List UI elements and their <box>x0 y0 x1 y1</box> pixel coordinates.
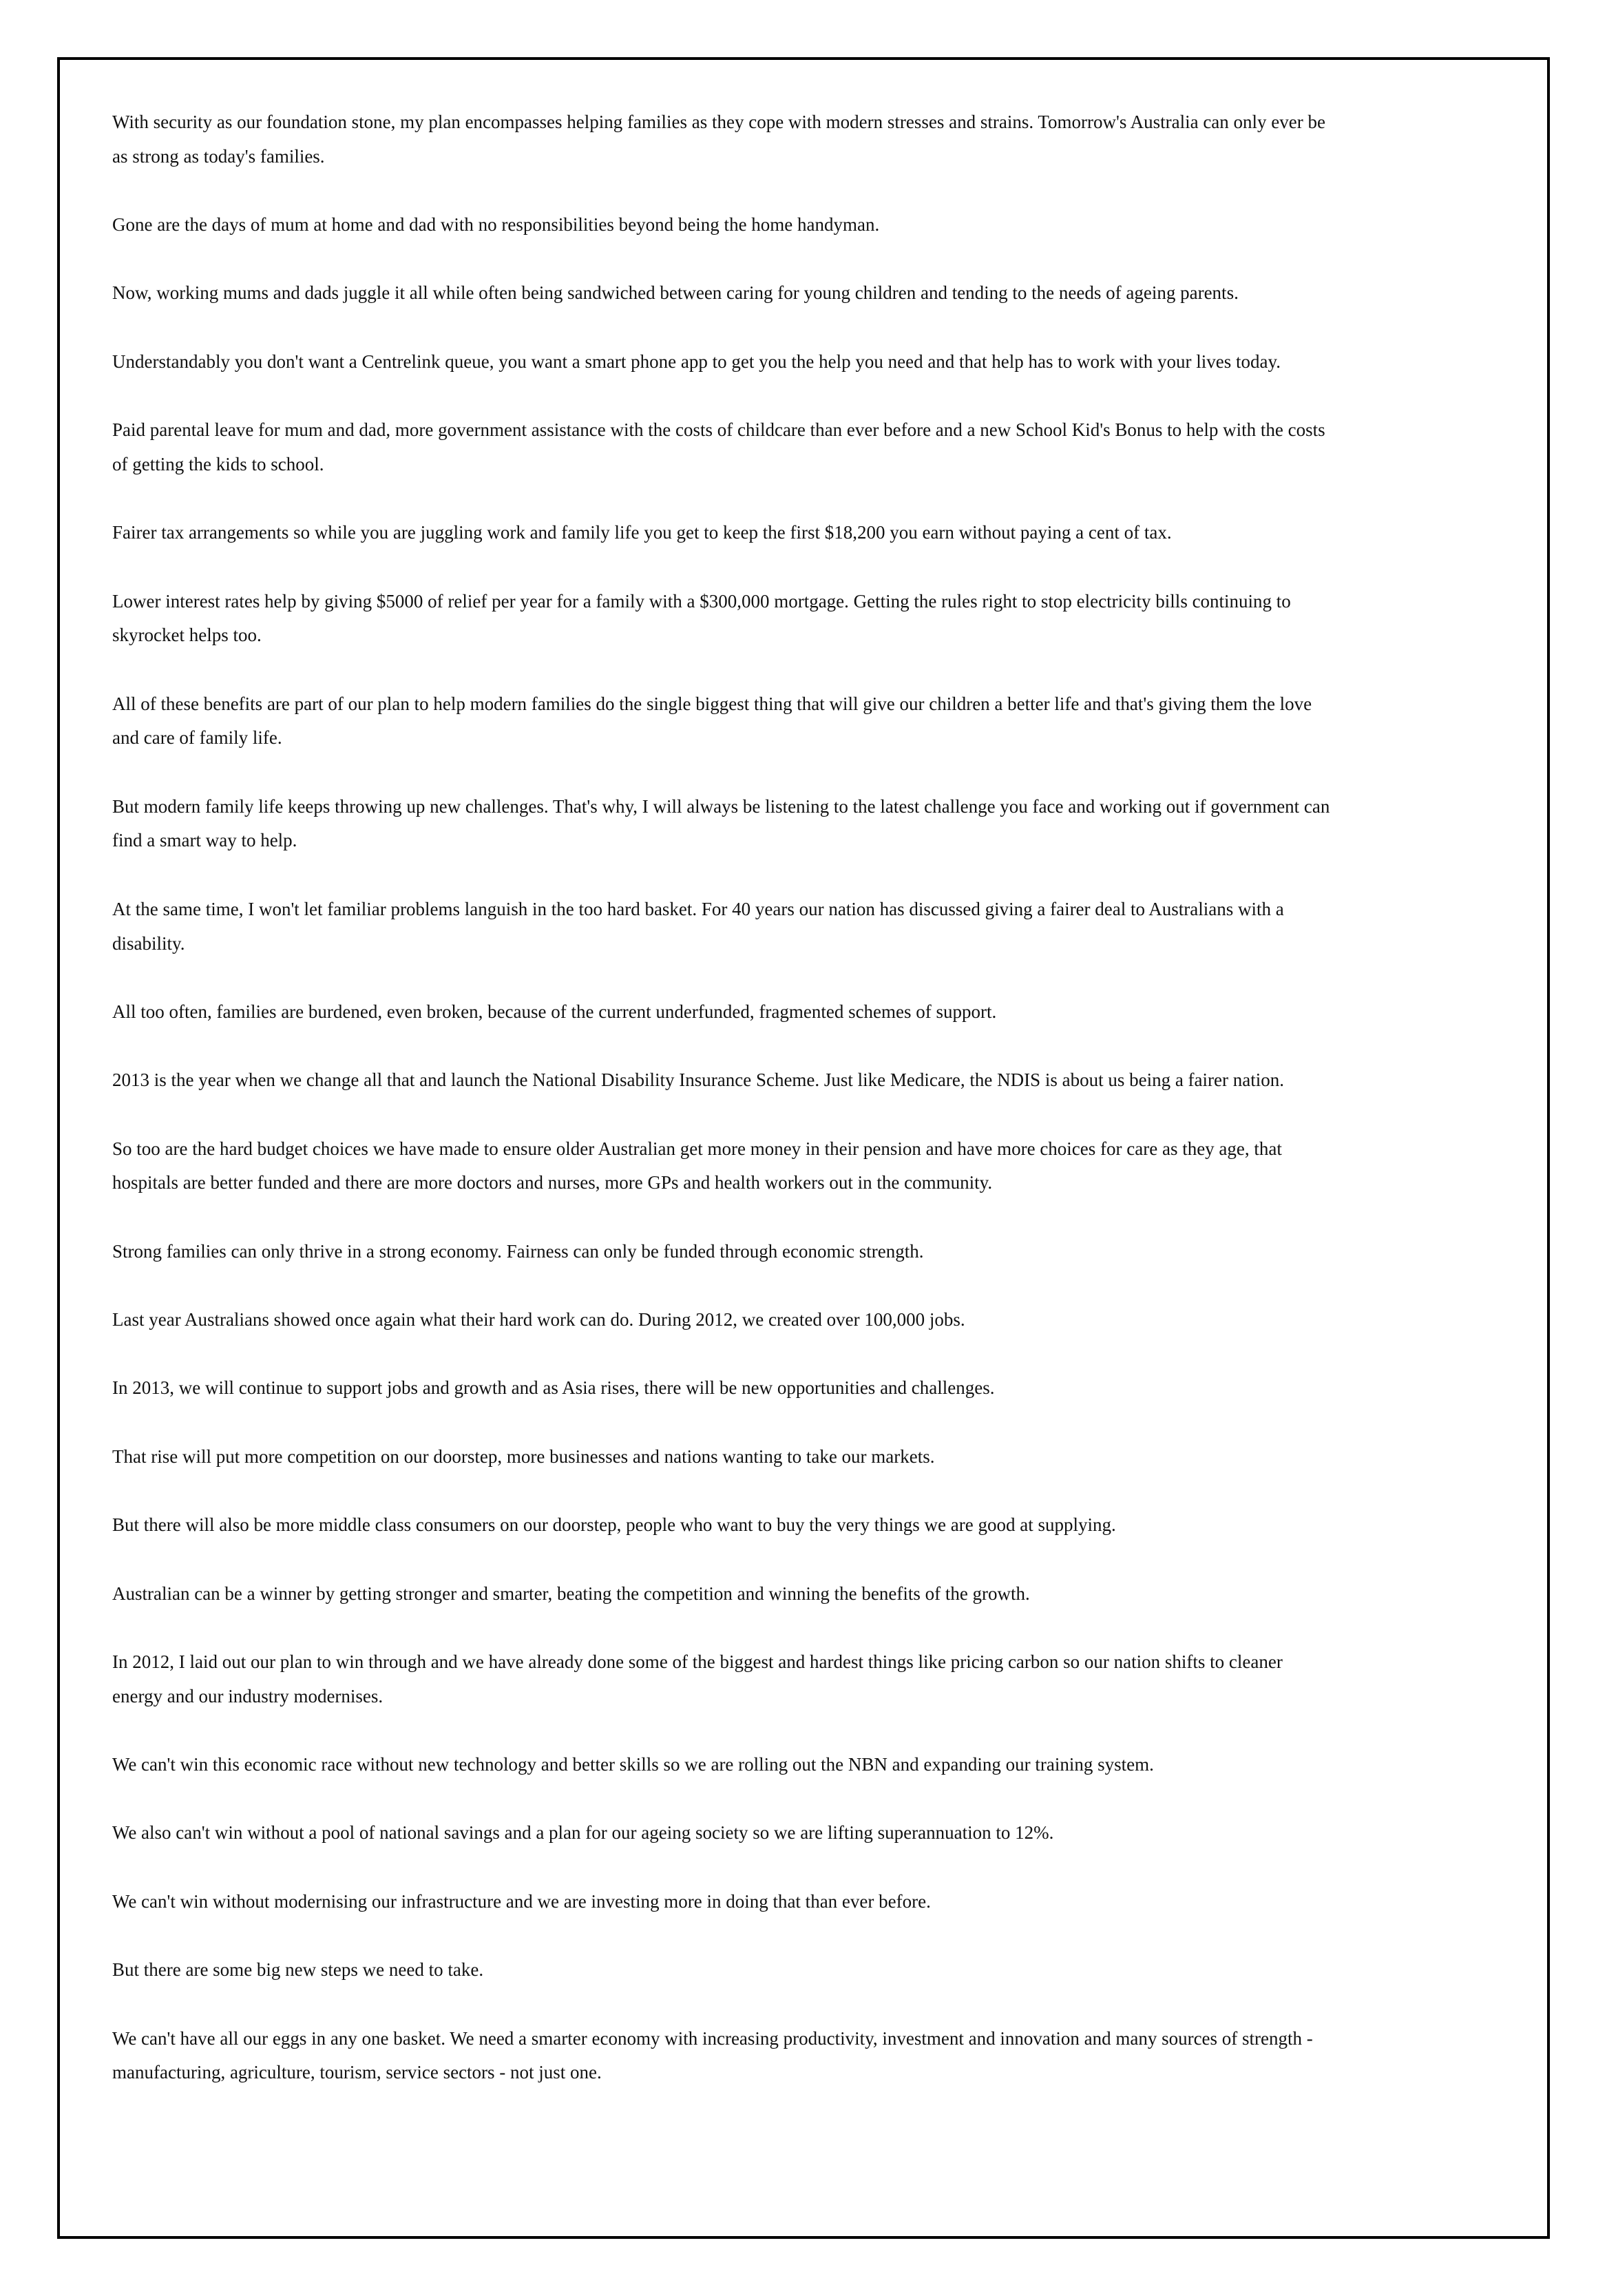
paragraph <box>112 1577 1503 1611</box>
paragraph-line: But there are some big new steps we need to take. <box>112 1959 484 1981</box>
paragraph-line: But modern family life keeps throwing up new challenges. That's why, I will always be listening to the latest challenge you face and working out if government can <box>112 795 1330 817</box>
paragraph <box>112 687 1503 755</box>
paragraph <box>112 1508 1503 1543</box>
paragraph-line: In 2013, we will continue to support jobs and growth and as Asia rises, there will be new opportunities and challenges. <box>112 1377 995 1399</box>
paragraph <box>112 276 1503 311</box>
paragraph-line: All too often, families are burdened, even broken, because of the current underfunded, fragmented schemes of support. <box>112 1001 997 1022</box>
paragraph-line: Understandably you don't want a Centrelink queue, you want a smart phone app to get you the help you need and that help has to work with your lives today. <box>112 351 1281 372</box>
paragraph-line: Lower interest rates help by giving $5000 of relief per year for a family with a $300,000 mortgage. Getting the rules right to stop electricity bills continuing to <box>112 590 1291 612</box>
paragraph <box>112 1885 1503 1919</box>
paragraph <box>112 345 1503 379</box>
paragraph <box>112 2022 1503 2090</box>
paragraph-line: Australian can be a winner by getting stronger and smarter, beating the competition and winning the benefits of the growth. <box>112 1583 1030 1604</box>
paragraph-line: Gone are the days of mum at home and dad with no responsibilities beyond being the home handyman. <box>112 214 880 236</box>
paragraph <box>112 208 1503 242</box>
paragraph-line: Now, working mums and dads juggle it all while often being sandwiched between caring for young children and tending to the needs of ageing parents. <box>112 282 1239 304</box>
paragraph <box>112 516 1503 550</box>
paragraph <box>112 1440 1503 1474</box>
paragraph-line: Last year Australians showed once again what their hard work can do. During 2012, we created over 100,000 jobs. <box>112 1309 965 1330</box>
paragraph-line: manufacturing, agriculture, tourism, service sectors - not just one. <box>112 2062 602 2083</box>
paragraph-line: We can't win this economic race without new technology and better skills so we are rolling out the NBN and expanding our training system. <box>112 1754 1154 1775</box>
paragraph-line: Fairer tax arrangements so while you are juggling work and family life you get to keep the first $18,200 you earn without paying a cent of tax. <box>112 522 1172 543</box>
paragraph-line: of getting the kids to school. <box>112 453 324 474</box>
paragraph-line: We can't have all our eggs in any one basket. We need a smarter economy with increasing productivity, investment and innovation and many sources of strength - <box>112 2027 1313 2049</box>
paragraph-line: Paid parental leave for mum and dad, more government assistance with the costs of childcare than ever before and a new School Kid's Bonus to help with the costs <box>112 419 1325 441</box>
paragraph-line: In 2012, I laid out our plan to win through and we have already done some of the biggest and hardest things like pricing carbon so our nation shifts to cleaner <box>112 1651 1283 1672</box>
paragraph <box>112 1303 1503 1337</box>
paragraph-line: All of these benefits are part of our plan to help modern families do the single biggest thing that will give our children a better life and that's giving them the love <box>112 693 1312 714</box>
paragraph <box>112 995 1503 1030</box>
paragraph <box>112 893 1503 961</box>
paragraph <box>112 790 1503 858</box>
paragraph-line: Strong families can only thrive in a strong economy. Fairness can only be funded through economic strength. <box>112 1240 924 1262</box>
paragraph <box>112 1816 1503 1850</box>
paragraph <box>112 585 1503 653</box>
paragraph <box>112 1748 1503 1782</box>
paragraph-line: and care of family life. <box>112 727 282 749</box>
paragraph <box>112 1235 1503 1269</box>
paragraph-line: At the same time, I won't let familiar problems languish in the too hard basket. For 40 years our nation has discussed giving a fairer deal to Australians with a <box>112 898 1284 919</box>
paragraph-line: energy and our industry modernises. <box>112 1685 384 1707</box>
paragraph-line: hospitals are better funded and there are more doctors and nurses, more GPs and health workers out in the community. <box>112 1172 993 1193</box>
paragraph-line: We also can't win without a pool of national savings and a plan for our ageing society so we are lifting superannuation to 12%. <box>112 1822 1054 1844</box>
paragraph <box>112 1371 1503 1406</box>
paragraph <box>112 1645 1503 1713</box>
paragraph-line: That rise will put more competition on our doorstep, more businesses and nations wanting to take our markets. <box>112 1446 935 1467</box>
paragraph-line: skyrocket helps too. <box>112 625 262 646</box>
paragraph <box>112 1132 1503 1200</box>
paragraph-line: So too are the hard budget choices we have made to ensure older Australian get more money in their pension and have more choices for care as they age, that <box>112 1138 1282 1159</box>
paragraph-line: 2013 is the year when we change all that and launch the National Disability Insurance Scheme. Just like Medicare, the NDIS is about us being a fairer nation. <box>112 1069 1284 1091</box>
paragraph <box>112 105 1503 174</box>
paragraph <box>112 1063 1503 1098</box>
paragraph-line: find a smart way to help. <box>112 830 297 851</box>
paragraph-line: as strong as today's families. <box>112 145 325 167</box>
paragraph <box>112 1953 1503 1987</box>
document-body <box>112 105 1503 2125</box>
paragraph-line: disability. <box>112 932 185 954</box>
paragraph <box>112 413 1503 481</box>
paragraph-line: We can't win without modernising our infrastructure and we are investing more in doing that than ever before. <box>112 1890 931 1912</box>
paragraph-line: But there will also be more middle class consumers on our doorstep, people who want to buy the very things we are good at supplying. <box>112 1514 1116 1536</box>
paragraph-line: With security as our foundation stone, my plan encompasses helping families as they cope with modern stresses and strains. Tomorrow's Australia can only ever be <box>112 112 1325 132</box>
